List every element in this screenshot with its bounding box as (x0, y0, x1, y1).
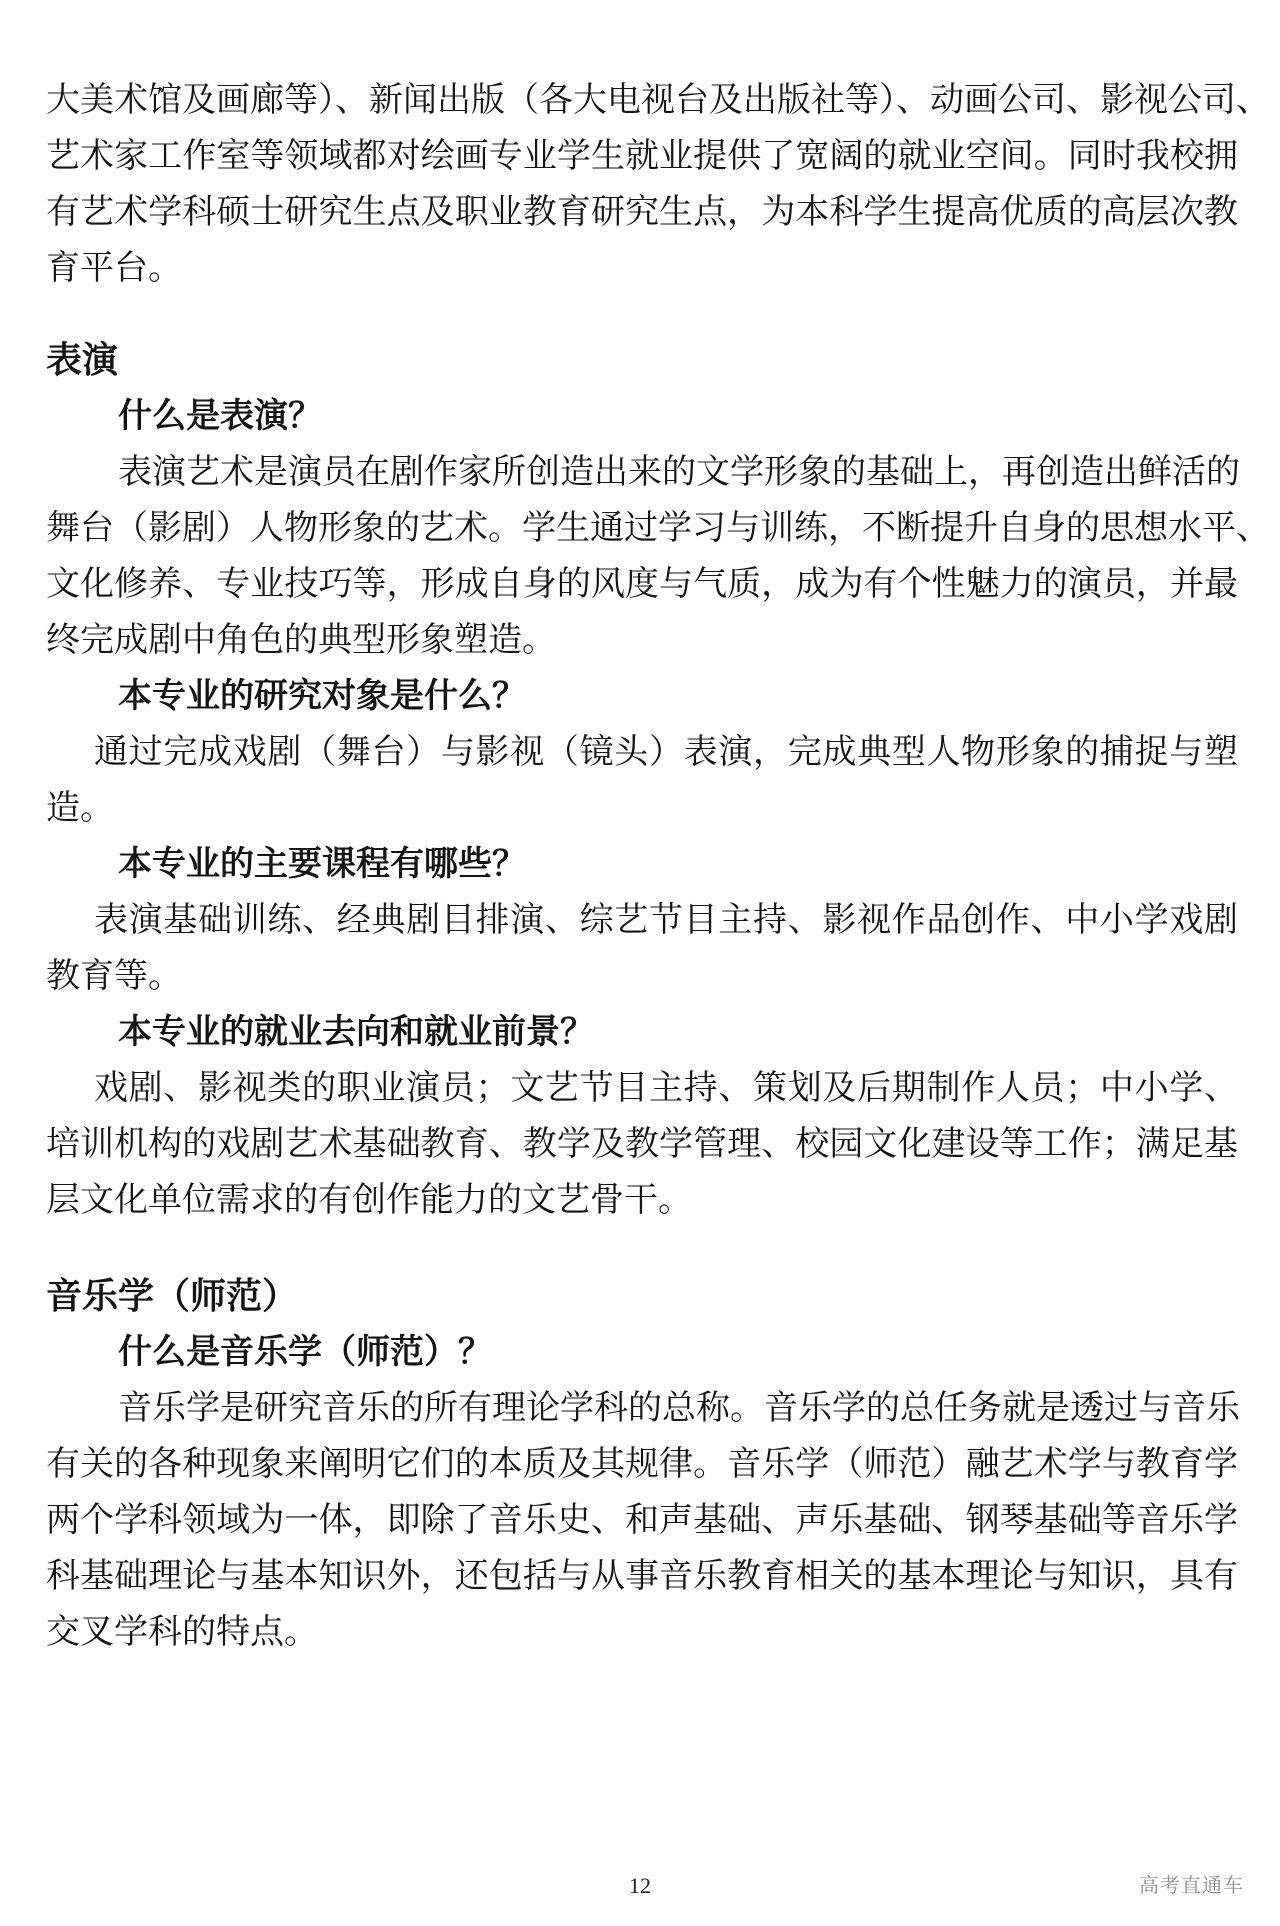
section-title-performance: 表演 (46, 339, 119, 381)
answer-line: 舞台（影剧）人物形象的艺术。学生通过学习与训练，不断提升自身的思想水平、 (46, 508, 1270, 548)
answer-line: 交叉学科的特点。 (46, 1612, 318, 1652)
question-heading: 什么是表演？ (118, 396, 322, 436)
watermark: 高考直通车 (1139, 1873, 1244, 1897)
answer-line: 两个学科领域为一体，即除了音乐史、和声基础、声乐基础、钢琴基础等音乐学 (46, 1500, 1238, 1540)
answer-line: 终完成剧中角色的典型形象塑造。 (46, 620, 556, 660)
question-heading: 本专业的就业去向和就业前景？ (118, 1012, 594, 1052)
section-title-music: 音乐学（师范） (46, 1275, 299, 1317)
answer-line: 教育等。 (46, 956, 182, 996)
answer-line: 音乐学是研究音乐的所有理论学科的总称。音乐学的总任务就是透过与音乐 (118, 1388, 1240, 1428)
page-number: 12 (629, 1873, 651, 1898)
intro-line: 大美术馆及画廊等）、新闻出版（各大电视台及出版社等）、动画公司、影视公司、 (46, 80, 1270, 120)
intro-line: 育平台。 (46, 248, 182, 288)
answer-line: 造。 (46, 788, 114, 828)
answer-line: 表演基础训练、经典剧目排演、综艺节目主持、影视作品创作、中小学戏剧 (94, 900, 1238, 940)
answer-line: 通过完成戏剧（舞台）与影视（镜头）表演，完成典型人物形象的捕捉与塑 (94, 732, 1238, 772)
answer-line: 文化修养、专业技巧等，形成自身的风度与气质，成为有个性魅力的演员，并最 (46, 564, 1238, 604)
answer-line: 戏剧、影视类的职业演员；文艺节目主持、策划及后期制作人员；中小学、 (94, 1068, 1238, 1108)
answer-line: 层文化单位需求的有创作能力的文艺骨干。 (46, 1180, 692, 1220)
answer-line: 科基础理论与基本知识外，还包括与从事音乐教育相关的基本理论与知识，具有 (46, 1556, 1238, 1596)
question-heading: 本专业的主要课程有哪些？ (118, 844, 526, 884)
question-heading: 本专业的研究对象是什么？ (118, 676, 526, 716)
answer-line: 表演艺术是演员在剧作家所创造出来的文学形象的基础上，再创造出鲜活的 (118, 452, 1240, 492)
question-heading: 什么是音乐学（师范）？ (118, 1332, 492, 1372)
answer-line: 有关的各种现象来阐明它们的本质及其规律。音乐学（师范）融艺术学与教育学 (46, 1444, 1238, 1484)
intro-line: 艺术家工作室等领域都对绘画专业学生就业提供了宽阔的就业空间。同时我校拥 (46, 136, 1238, 176)
answer-line: 培训机构的戏剧艺术基础教育、教学及教学管理、校园文化建设等工作；满足基 (46, 1124, 1238, 1164)
intro-line: 有艺术学科硕士研究生点及职业教育研究生点，为本科学生提高优质的高层次教 (46, 192, 1238, 232)
